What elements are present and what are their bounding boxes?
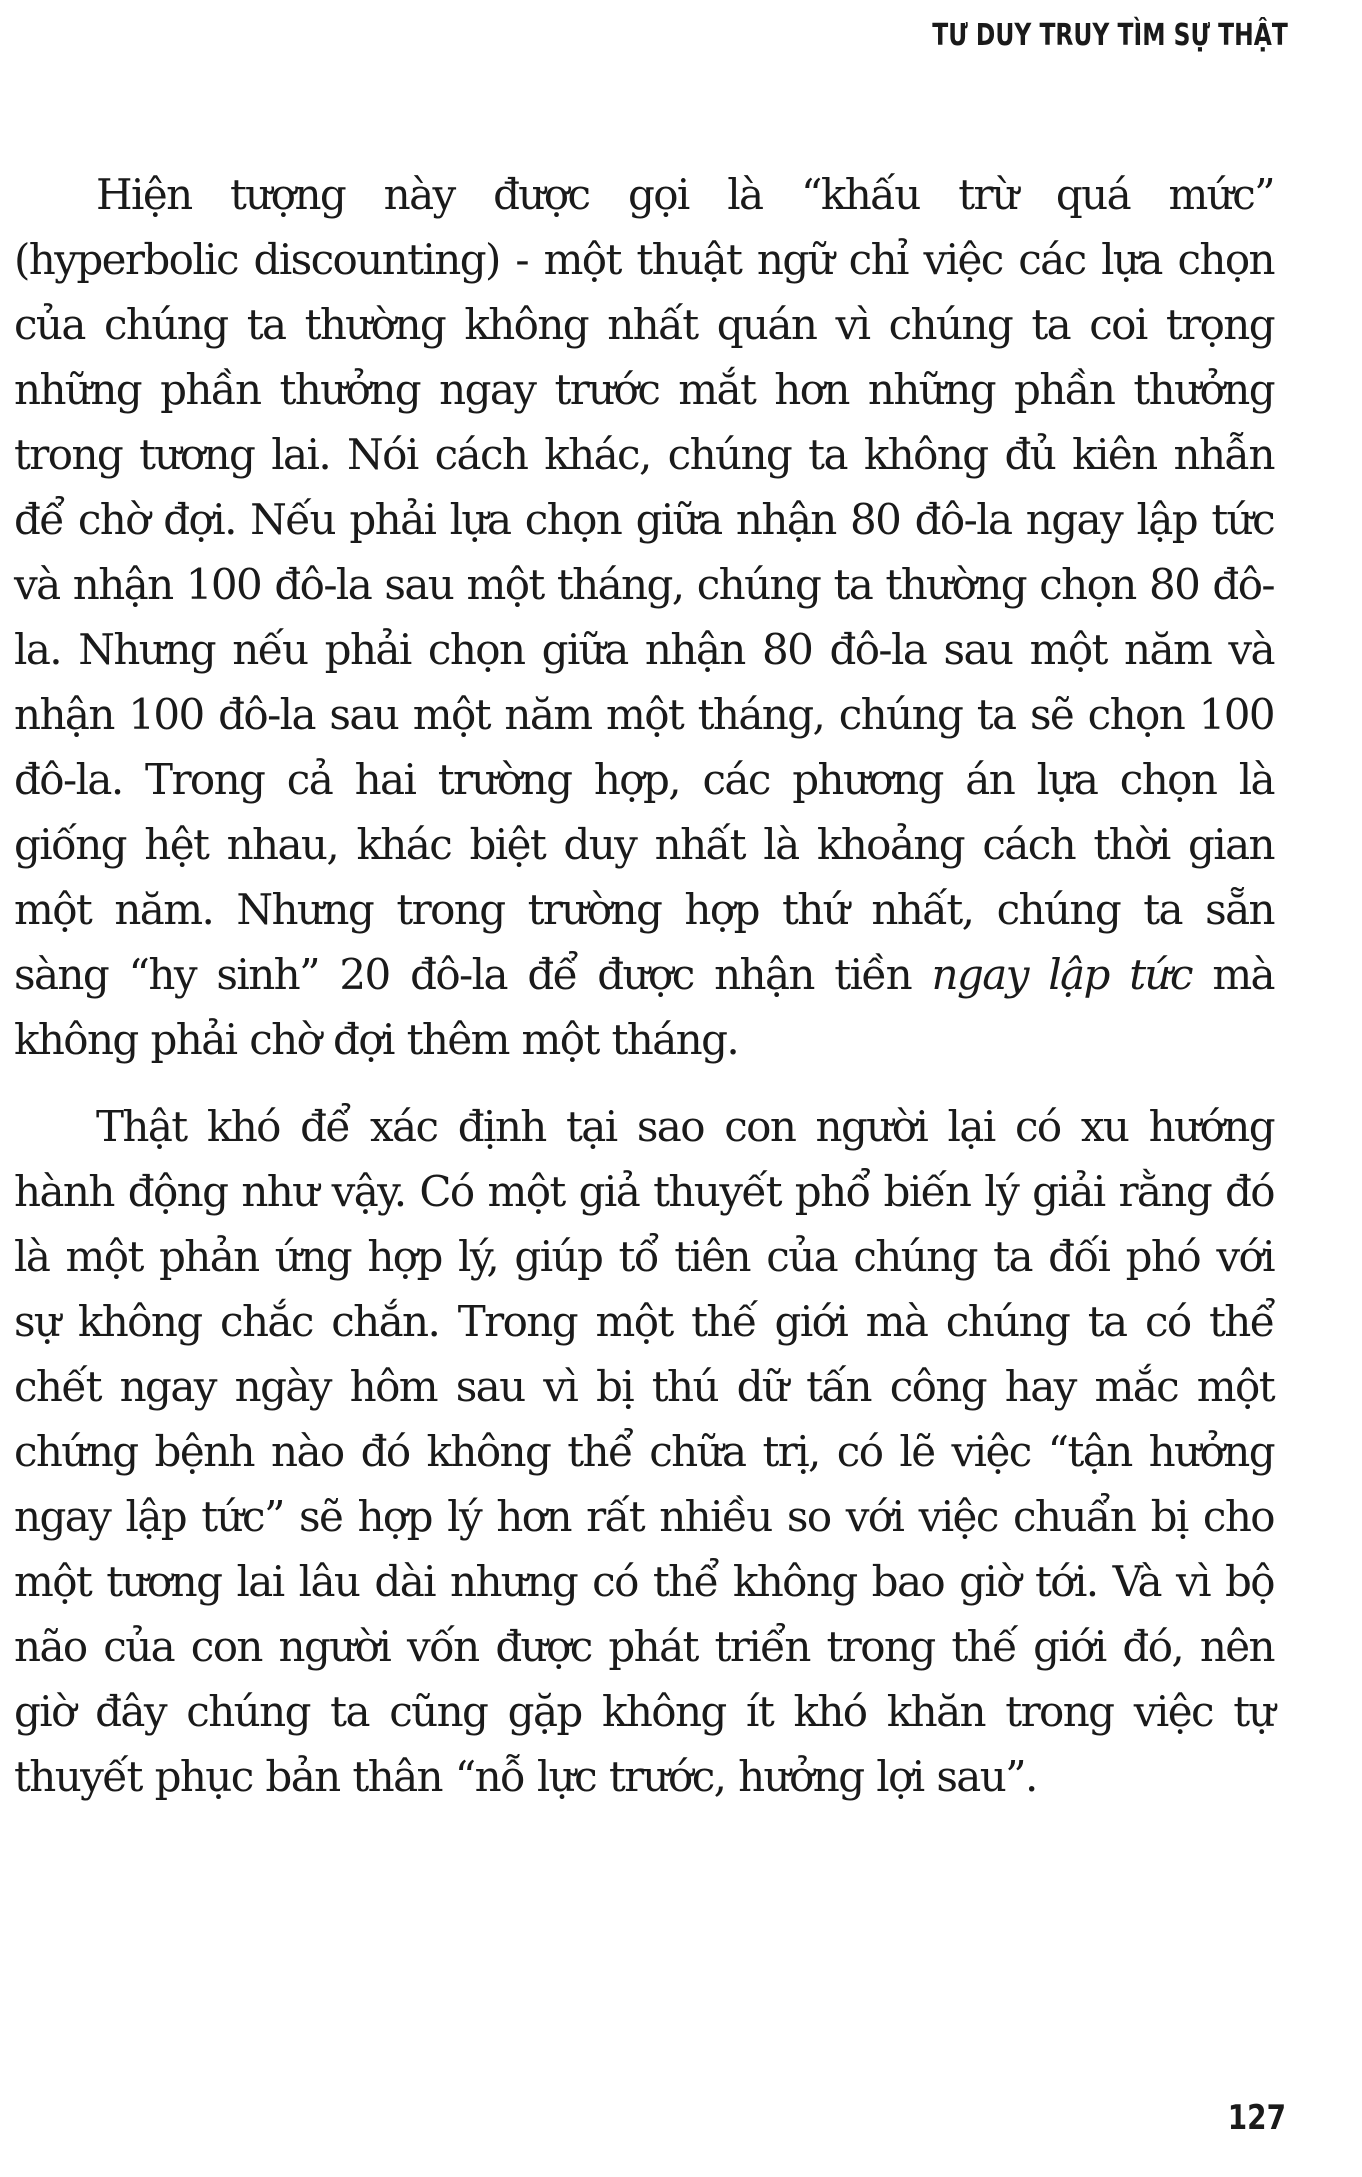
running-head: TƯ DUY TRUY TÌM SỰ THẬT — [932, 18, 1288, 53]
body-text — [14, 162, 1274, 1831]
paragraph — [14, 162, 1274, 1072]
page-number: 127 — [1227, 2098, 1286, 2138]
paragraph-text: Hiện tượng này được gọi là “khấu trừ quá mức” (hyperbolic discounting) - một thuật ngữ chỉ việc các lựa chọn của chúng ta thường không nhất quán vì chúng ta coi trọng những phần thưởng ngay trước mắt hơn những phần thưởng trong tương lai. Nói cách khác, chúng ta không đủ kiên nhẫn để chờ đợi. Nếu phải lựa chọn giữa nhận 80 đô-la ngay lập tức và nhận 100 đô-la sau một tháng, chúng ta thường chọn 80 đô-la. Nhưng nếu phải chọn giữa nhận 80 đô-la sau một năm và nhận 100 đô-la sau một năm một tháng, chúng ta sẽ chọn 100 đô-la. Trong cả hai trường hợp, các phương án lựa chọn là giống hệt nhau, khác biệt duy nhất là khoảng cách thời gian một năm. Nhưng trong trường hợp thứ nhất, chúng ta sẵn sàng “hy sinh” 20 đô-la để được nhận tiền — [14, 170, 1274, 999]
paragraph-text: mà không phải chờ đợi thêm một tháng. — [14, 950, 1275, 1064]
emphasis-text: ngay lập tức — [931, 950, 1192, 999]
paragraph: Thật khó để xác định tại sao con người lại có xu hướng hành động như vậy. Có một giả thuyết phổ biến lý giải rằng đó là một phản ứng hợp lý, giúp tổ tiên của chúng ta đối phó với sự không chắc chắn. Trong một thế giới mà chúng ta có thể chết ngay ngày hôm sau vì bị thú dữ tấn công hay mắc một chứng bệnh nào đó không thể chữa trị, có lẽ việc “tận hưởng ngay lập tức” sẽ hợp lý hơn rất nhiều so với việc chuẩn bị cho một tương lai lâu dài nhưng có thể không bao giờ tới. Và vì bộ não của con người vốn được phát triển trong thế giới đó, nên giờ đây chúng ta cũng gặp không ít khó khăn trong việc tự thuyết phục bản thân “nỗ lực trước, hưởng lợi sau”. — [14, 1102, 1274, 1801]
